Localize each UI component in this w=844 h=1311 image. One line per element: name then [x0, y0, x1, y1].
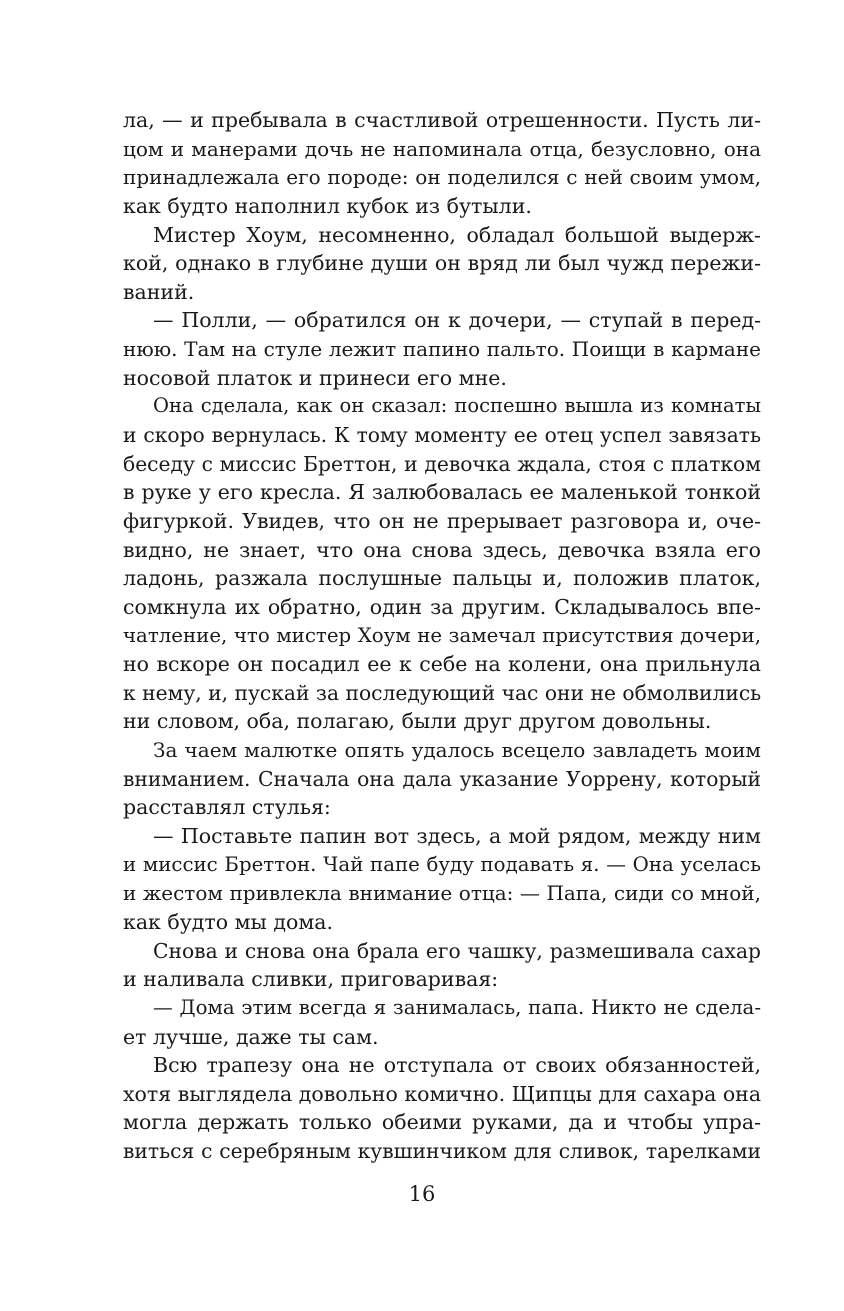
text-line: нюю. Там на стуле лежит папино пальто. Поищи в кармане: [123, 337, 761, 362]
paragraph: [123, 822, 761, 937]
paragraph: [123, 106, 761, 221]
text-line: кой, однако в глубине души он вряд ли был чужд пережи-: [123, 251, 761, 276]
text-line: Снова и снова она брала его чашку, размешивала сахар: [153, 938, 761, 963]
text-line: носовой платок и принеси его мне.: [123, 365, 507, 390]
paragraph: [123, 1051, 761, 1166]
paragraph: [123, 736, 761, 822]
text-line: и миссис Бреттон. Чай папе буду подавать я. — Она уселась: [123, 852, 761, 876]
text-line: хотя выглядела довольно комично. Щипцы для сахара она: [123, 1081, 762, 1106]
text-line: видно, не знает, что она снова здесь, девочка взяла его: [123, 537, 761, 562]
paragraph: [123, 306, 761, 392]
text-line: ваний.: [123, 279, 195, 304]
text-line: расставлял стулья:: [123, 795, 331, 820]
text-line: беседу с миссис Бреттон, и девочка ждала, стоя с платком: [123, 451, 761, 476]
text-line: и жестом привлекла внимание отца: — Папа, сиди со мной,: [123, 881, 761, 906]
text-line: Всю трапезу она не отступала от своих обязанностей,: [153, 1053, 761, 1078]
paragraph: [123, 221, 761, 307]
text-line: чатление, что мистер Хоум не замечал присутствия дочери,: [123, 623, 761, 647]
text-line: За чаем малютке опять удалось всецело завладеть моим: [153, 738, 761, 763]
text-line: — Полли, — обратился он к дочери, — ступай в перед-: [153, 308, 761, 333]
text-line: Она сделала, как он сказал: поспешно вышла из комнаты: [153, 394, 761, 418]
text-line: виться с серебряным кувшинчиком для сливок, тарелками: [123, 1139, 761, 1164]
text-line: как будто мы дома.: [123, 909, 334, 934]
text-line: ни словом, оба, полагаю, были друг другом довольны.: [123, 709, 712, 734]
text-line: Мистер Хоум, несомненно, обладал большой выдерж-: [153, 222, 761, 247]
text-line: — Дома этим всегда я занималась, папа. Никто не сдела-: [153, 995, 761, 1019]
text-line: ет лучше, даже ты сам.: [123, 1024, 379, 1049]
text-line: ла, — и пребывала в счастливой отрешенности. Пусть ли-: [123, 108, 761, 132]
text-line: цом и манерами дочь не напоминала отца, безусловно, она: [123, 136, 761, 161]
text-line: фигуркой. Увидев, что он не прерывает разговора и, оче-: [123, 508, 761, 533]
text-line: и наливала сливки, приговаривая:: [123, 967, 499, 992]
text-line: могла держать только обеими руками, да и чтобы упра-: [123, 1110, 761, 1135]
text-line: к нему, и, пускай за последующий час они не обмолвились: [123, 680, 762, 705]
text-line: ладонь, разжала послушные пальцы и, положив платок,: [123, 566, 761, 591]
text-line: принадлежала его породе: он поделился с ней своим умом,: [123, 165, 761, 190]
text-line: — Поставьте папин вот здесь, а мой рядом, между ним: [153, 824, 761, 849]
body-text: [123, 106, 761, 1166]
text-line: и скоро вернулась. К тому моменту ее отец успел завязать: [123, 423, 761, 448]
text-line: в руке у его кресла. Я залюбовалась ее маленькой тонкой: [123, 480, 761, 505]
paragraph: [123, 937, 761, 994]
paragraph: [123, 994, 761, 1051]
text-line: как будто наполнил кубок из бутыли.: [123, 193, 532, 218]
text-line: но вскоре он посадил ее к себе на колени, она прильнула: [123, 652, 761, 677]
text-line: вниманием. Сначала она дала указание Уоррену, который: [123, 766, 761, 791]
page-number: 16: [408, 1182, 436, 1206]
paragraph: [123, 392, 761, 736]
text-line: сомкнула их обратно, один за другим. Складывалось впе-: [123, 594, 761, 619]
